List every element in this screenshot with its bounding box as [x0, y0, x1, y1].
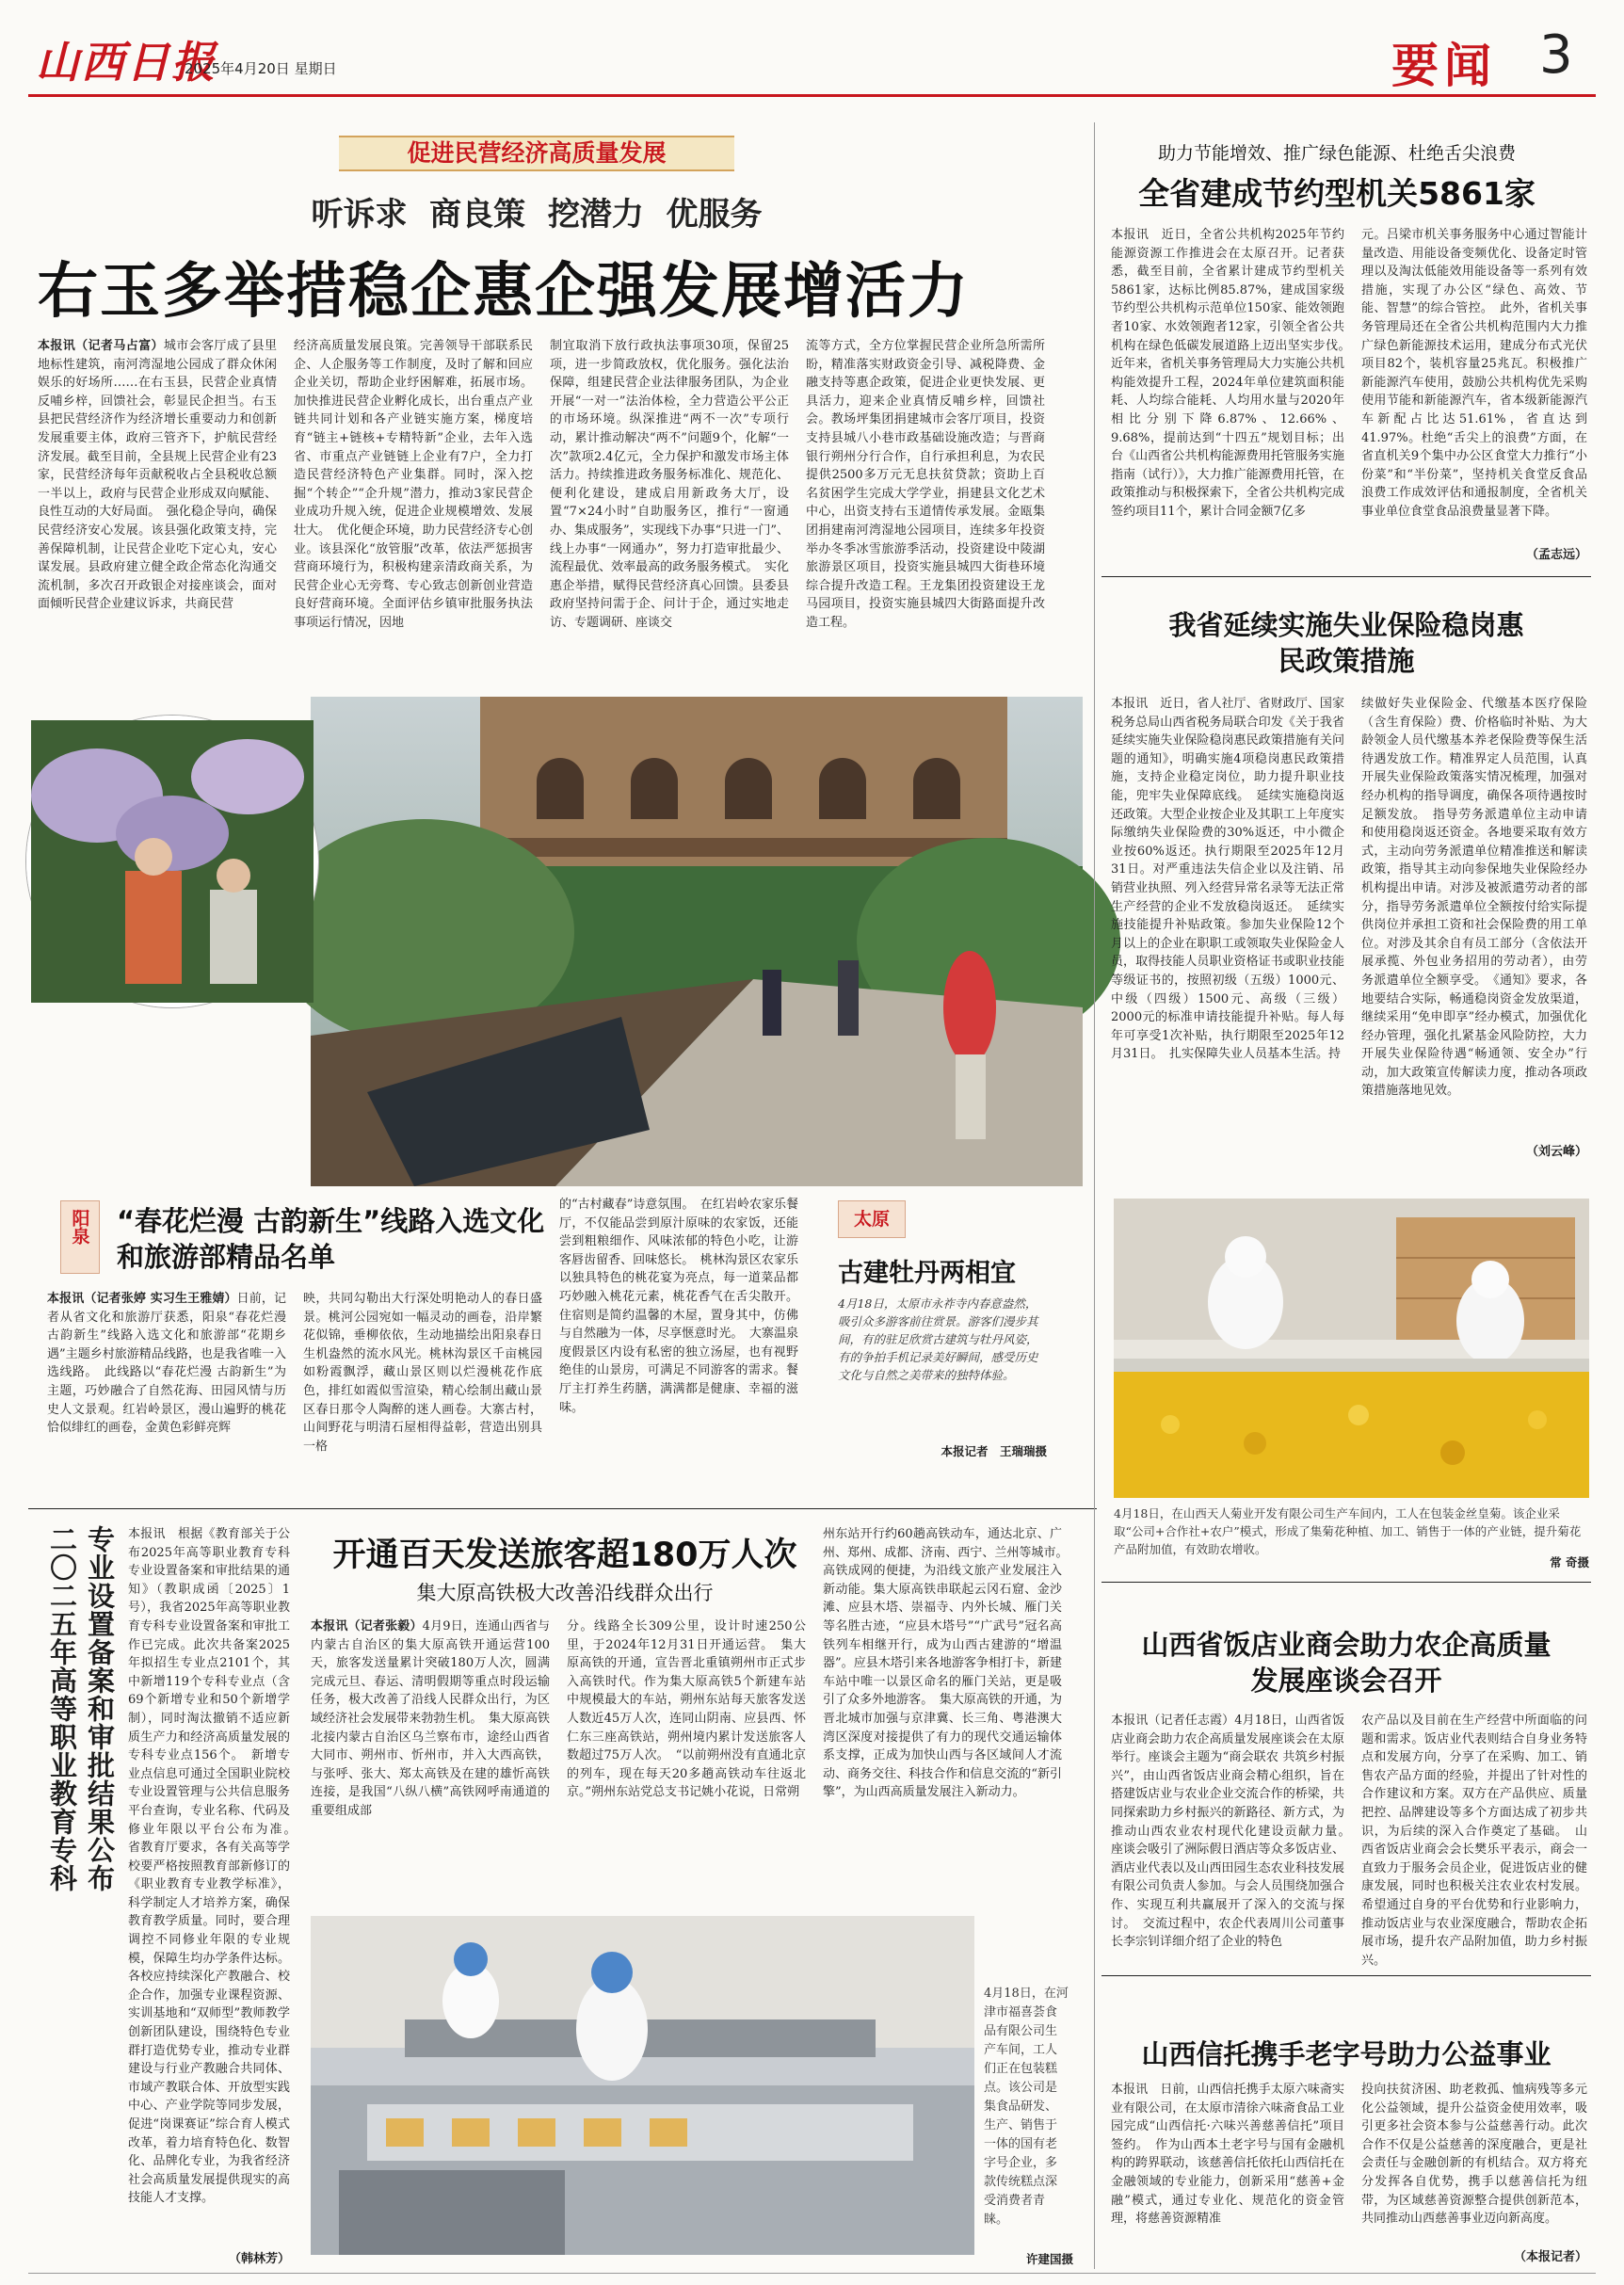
hotel-col-1: 本报讯（记者任志霞）4月18日，山西省饭店业商会助力农企高质量发展座谈会在太原举行。座谈会主题为“商会联农 共筑乡村振兴”，由山西省饭店业商会精心组织，旨在搭建饭店业与农业企业交流合作的桥梁，共同探索助力乡村振兴的新路径、新方式，为推动山西农业农村现代化建设贡献力量。 座谈会吸引了洲际假日酒店等众多饭店业、酒店业代表以及山西田园生态农业科技发展有限公司负责人参加。与会人员围绕加强合作、实现互利共赢展开了深入的交流与探讨。 交流过程中，农企代表周川公司董事长李宗钊详细介绍了企业的特色	[1111, 1714, 1358, 1950]
rail-title: 开通百天发送旅客超180万人次	[332, 1537, 797, 1574]
mid-divider	[28, 1508, 1097, 1509]
chrysanthemum-caption: 4月18日，在山西天人菊业开发有限公司生产车间内，工人在包装金丝皇菊。该企业采取“公司+合作社+农户”模式，形成了集菊花种植、加工、销售于一体的产业链，提升菊花产品附加值，有效助农增收。	[1114, 1506, 1582, 1556]
majors-title	[38, 1525, 122, 1902]
yangquan-col-2: 映，共同勾勒出大行深处明艳动人的春日盛景。桃河公园宛如一幅灵动的画卷，沿岸繁花似锦，垂柳依依，生动地描绘出阳泉春日生机盎然的流水风光。桃林沟景区千亩桃园如粉霞飘浮，藏山景区则以烂漫桃花作底色，排红如霞似雪渲染，精心绘制出藏山景区春日那令人陶醉的迷人画卷。大寨古村，山间野花与明清石屋相得益彰，营造出别具一格	[303, 1292, 542, 1454]
chrysanthemum-author: 常 奇摄	[1550, 1555, 1589, 1569]
yangquan-tag-label: 阳泉	[69, 1209, 90, 1245]
trust-top-rule	[1101, 1975, 1591, 1976]
lead-kicker: 听诉求 商良策 挖潜力 优服务	[311, 196, 763, 233]
masthead	[0, 0, 1624, 94]
masthead-logo: 山西日报	[36, 37, 217, 88]
yangquan-byline: 本报讯（记者张婷 实习生王雅婧）	[47, 1292, 237, 1306]
rail-col-1	[311, 1617, 550, 1898]
majors-author: （韩林芳）	[228, 2252, 290, 2266]
hotel-col-2: 农产品以及目前在生产经营中所面临的问题和需求。饭店业代表则结合自身业务特点和发展方向，分享了在采购、加工、销售农产品方面的经验，并提出了针对性的合作建议和方案。双方在产品供应、质量把控、品牌建设等多个方面达成了初步共识，为后续的深入合作奠定了基础。 山西省饭店业商会会长樊乐平表示，商会一直致力于服务会员企业，促进饭店业的健康发展，同时也积极关注农业农村发展。希望通过自身的平台优势和行业影响力，推动饭店业与农业深度融合，帮助农企拓展市场，提升农产品附加值，助力乡村振兴。	[1361, 1714, 1587, 1968]
lead-col-2: 经济高质量发展良策。完善领导干部联系民企、人企服务等工作制度，及时了解和回应企业关切，帮助企业纾困解难，拓展市场。加快推进民营企业孵化成长，出台重点产业链共同计划和各产业链实施方案，梯度培育“链主+链核+专精特新”企业，去年入选省、市重点产业链链上企业有7户，全力打造民营经济特色产业集群。同时，深入挖掘“个转企”“企升规”潜力，推动3家民营企业成功升规入统，促进企业规模增效、发展壮大。 优化便企环境，助力民营经济专心创业。该县深化“放管服”改革，依法严惩损害营商环境行为，积极构建亲清政商关系，为民营企业心无旁骛、专心致志创新创业营造良好营商环境。全面评估乡镇审批服务执法事项运行情况，因地	[294, 339, 533, 630]
pastry-photo-image	[311, 1916, 974, 2255]
lead-col1-text: 城市会客厅成了县里地标性建筑，南河湾湿地公园成了群众休闲娱乐的好场所……在右玉县，民营企业真情反哺乡梓，回馈社会，彰显民企担当。右玉县把民营经济作为经济增长重要动力和创新发展重要主体，政府三管齐下，护航民营经济发展。截至目前，全县规上民营企业有23家，民营经济每年贡献税收占全县税收总额一半以上，政府与民营企业形成双向赋能、良性互动的大好局面。 强化稳企导向，确保民营经济安心发展。该县强化政策支持，完善保障机制，让民营企业吃下定心丸，安心谋发展。县政府建立健全政企常态化沟通交流机制，多次召开政银企对接座谈会，面对面倾听民营企业建议诉求，共商民营	[38, 339, 277, 612]
energy-author: （孟志远）	[1525, 548, 1587, 562]
taiyuan-title: 古建牡丹两相宜	[838, 1259, 1016, 1288]
lead-col-3: 制宜取消下放行政执法事项30项，保留25项，进一步简政放权，优化服务。强化法治保障，组建民营企业法律服务团队，为企业开展“一对一”法治体检，全力营造公平公正的市场环境。纵深推进“两不一次”专项行动，累计推动解决“两不”问题9个，化解“一次”款项2.4亿元，全力保护和激发市场主体活力。持续推进政务服务标准化、规范化、便利化建设，建成启用新政务大厅，设置“7×24小时”自助服务区，推行“一窗通办、集成服务”，实现线下办事“只进一门”、线上办事“一网通办”，努力打造审批最少、流程最优、效率最高的政务服务模式。 实化惠企举措，赋得民营经济真心回馈。县委县政府坚持问需于企、问计于企，通过实地走访、专题调研、座谈交	[550, 339, 789, 630]
hotel-title: 山西省饭店业商会助力农企高质量发展座谈会召开	[1141, 1629, 1552, 1697]
majors-title-line-2: 二〇二五年高等职业教育专科	[46, 1525, 78, 1892]
temple-photo-image	[311, 697, 1083, 1186]
trust-title: 山西信托携手老字号助力公益事业	[1141, 2038, 1552, 2070]
lead-byline: 本报讯（记者马占富）	[38, 339, 164, 353]
masthead-rule	[28, 94, 1596, 97]
section-name: 要闻	[1391, 39, 1497, 93]
energy-title: 全省建成节约型机关5861家	[1138, 175, 1536, 212]
yangquan-col-1	[47, 1290, 286, 1489]
taiyuan-text: 4月18日，太原市永祚寺内春意盎然，吸引众多游客前往赏景。游客们漫步其间，有的驻足欣赏古建筑与牡丹风姿，有的争拍手机记录美好瞬间，感受历史文化与自然之美带来的独特体验。	[838, 1296, 1038, 1382]
taiyuan-tag	[838, 1200, 906, 1238]
rail-subtitle: 集大原高铁极大改善沿线群众出行	[416, 1582, 714, 1604]
unemployment-title: 我省延续实施失业保险稳岗惠民政策措施	[1168, 609, 1524, 677]
banner	[339, 136, 734, 171]
masthead-date: 2025年4月20日 星期日	[185, 60, 337, 77]
trust-col-2: 投向扶贫济困、助老救孤、恤病残等多元化公益领域，提升公益资金使用效率，吸引更多社会资本参与公益慈善行动。此次合作不仅是公益慈善的深度融合，更是社会责任与金融创新的有机结合。双方将充分发挥各自优势，携手以慈善信托为纽带，为区域慈善资源整合提供创新范本，共同推动山西慈善事业迈向新高度。	[1361, 2083, 1587, 2227]
chrysanthemum-photo	[1114, 1199, 1589, 1498]
rail-col-2: 分。线路全长309公里，设计时速250公里，于2024年12月31日开通运营。 集大原高铁的开通，宣告晋北重镇朔州市正式步入高铁时代。作为集大原高铁5个新建车站中规模最大的车站，朔州东站每天旅客发送人数近45万人次，连同山阴南、应县西、怀仁东三座高铁站，朔州境内累计发送旅客人数超过75万人次。 “以前朔州没有直通北京的列车，现在每天20多趟高铁动车往返北京。”朔州东站党总支书记姚小花说，日常朔	[567, 1619, 806, 1800]
temple-photo	[311, 697, 1083, 1186]
unemployment-col-1: 本报讯 近日，省人社厅、省财政厅、国家税务总局山西省税务局联合印发《关于我省延续实施失业保险稳岗惠民政策措施有关问题的通知》，明确实施4项稳岗惠民政策措施，支持企业稳定岗位，助力提升职业技能，兜牢失业保障底线。 延续实施稳岗返还政策。大型企业按企业及其职工上年度实际缴纳失业保险费的30%返还，中小微企业按60%返还。执行期限至2025年12月31日。对严重违法失信企业以及注销、吊销营业执照、列入经营异常名录等无法正常生产经营的企业不发放稳岗返还。 延续实施技能提升补贴政策。参加失业保险12个月以上的企业在职职工或领取失业保险金人员，取得技能人员职业资格证书或职业技能等级证书的，按照初级（五级）1000元、中级（四级）1500元、高级（三级）2000元的标准申请技能提升补贴。每人每年可享受1次补贴，执行期限至2025年12月31日。 扎实保障失业人员基本生活。持	[1111, 697, 1344, 1062]
hotel-top-rule	[1101, 1582, 1591, 1583]
lead-col-4: 流等方式，全方位掌握民营企业所急所需所盼，精准落实财政资金引导、减税降费、金融支持等惠企政策，促进企业更快发展、更具活力，迎来企业真情反哺乡梓，回馈社会。教场坪集团捐建城市会客厅项目，投资支持县城八小巷市政基础设施改造；与晋商银行朔州分行合作，自行承担利息，为农民提供2500多万元无息扶贫贷款；资助上百名贫困学生完成大学学业，捐建县文化艺术中心，出资支持右玉道情传承发展。金瓯集团捐建南河湾湿地公园项目，连续多年投资举办冬季冰雪旅游季活动，投资建设中陵湖旅游景区项目，投资实施县城四大街巷环境综合提升改造工程。王龙集团投资建设王龙马园项目，投资实施县城四大街路面提升改造工程。	[806, 339, 1045, 630]
energy-divider	[1101, 576, 1591, 577]
pastry-photo	[311, 1916, 974, 2255]
magnolia-photo	[26, 716, 318, 1007]
rail-byline: 本报讯（记者张毅）	[311, 1619, 423, 1633]
trust-col-1: 本报讯 日前，山西信托携手太原六味斋实业有限公司，在太原市清徐六味斋食品工业园完成“山西信托·六味兴善慈善信托”项目签约。 作为山西本土老字号与国有金融机构的跨界联动，该慈善信托依托山西信托在金融领域的专业能力，创新采用“慈善+金融”模式，通过专业化、规范化的资金管理，将慈善资源精准	[1111, 2083, 1344, 2227]
page-number: 3	[1539, 24, 1573, 86]
unemployment-author: （刘云峰）	[1525, 1145, 1587, 1159]
rail-col1-text: 4月9日，连通山西省与内蒙古自治区的集大原高铁开通运营100天，旅客发送量累计突破180万人次，圆满完成元旦、春运、清明假期等重点时段运输任务，极大改善了沿线人民群众出行，为区域经济社会发展带来勃勃生机。 集大原高铁北接内蒙古自治区乌兰察布市，途经山西省大同市、朔州市、忻州市，并入大西高铁，与张呼、张大、郑太高铁及在建的雄忻高铁连接，是我国“八纵八横”高铁网呼南通道的重要组成部	[311, 1619, 550, 1818]
right-column-rule	[1094, 122, 1095, 2269]
pastry-caption: 4月18日，在河津市福喜荟食品有限公司生产车间，工人们正在包装糕点。该公司是集食品研发、生产、销售于一体的国有老字号企业，多款传统糕点深受消费者青睐。	[984, 1987, 1069, 2227]
bottom-rule	[28, 2273, 1596, 2274]
taiyuan-tag-label: 太原	[853, 1209, 890, 1230]
majors-title-line-1: 专业设置备案和审批结果公布	[84, 1525, 116, 1892]
taiyuan-author: 本报记者 王瑞瑞摄	[941, 1444, 1047, 1458]
energy-col-1: 本报讯 近日，全省公共机构2025年节约能源资源工作推进会在太原召开。记者获悉，截至目前，全省累计建成节约型机关5861家，达标比例85.87%，建成国家级节约型公共机构示范单位150家、能效领跑者10家、水效领跑者12家，引领全省公共机构在绿色低碳发展道路上迈出坚实步伐。 近年来，省机关事务管理局大力实施公共机构能效提升工程，2024年单位建筑面积能耗、人均综合能耗、人均用水量与2020年相比分别下降6.87%、12.66%、9.68%，提前达到“十四五”规划目标；出台《山西省公共机构能源费用托管服务实施指南（试行）》，大力推广能源费用托管，在政策推动与积极探索下，全省公共机构完成签约项目11个，累计合同金额7亿多	[1111, 228, 1358, 519]
unemployment-col-2: 续做好失业保险金、代缴基本医疗保险（含生育保险）费、价格临时补贴、为大龄领金人员代缴基本养老保险费等保生活待遇发放工作。精准界定人员范围，认真开展失业保险政策落实情况梳理，加强对经办机构的指导调度，确保各项待遇按时足额发放。 指导劳务派遣单位主动申请和使用稳岗返还资金。各地要采取有效方式，主动向劳务派遣单位精准推送和解读政策，指导其主动向参保地失业保险经办机构提出申请。对涉及被派遣劳动者的部分，指导劳务派遣单位全额按付给实际提供岗位并承担工资和社会保险费的用工单位。对涉及其余自有员工部分（含依法开展承揽、外包业务招用的劳动者），由劳务派遣单位全额享受。 《通知》要求，各地要结合实际，畅通稳岗资金发放渠道，继续采用“免申即享”经办模式，加强优化经办管理，强化扎紧基金风险防控，大力开展失业保险待遇“畅通领、安全办”行动，加大政策宣传解读力度，推动各项政策措施落地见效。	[1361, 697, 1587, 1099]
yangquan-col1-text: 日前，记者从省文化和旅游厅获悉，阳泉“春花烂漫 古韵新生”线路入选文化和旅游部“花期乡遇”主题乡村旅游精品线路，也是我省唯一入选线路。 此线路以“春花烂漫 古韵新生”为主题，巧妙融合了自然花海、田园风情与历史人文景观。红岩岭景区，漫山遍野的桃花恰似绯红的画卷，金黄色彩鲜亮辉	[47, 1292, 286, 1436]
chrysanthemum-photo-image	[1114, 1199, 1589, 1498]
rail-col-3: 州东站开行约60趟高铁动车，通达北京、广州、郑州、成都、济南、西宁、兰州等城市。 高铁成网的便捷，为沿线文旅产业发展注入新动能。集大原高铁串联起云冈石窟、金沙滩、应县木塔、崇福寺、内外长城、雁门关等名胜古迹，“应县木塔号”“广武号”冠名高铁列车相继开行，成为山西古建游的“增温器”。应县木塔引来各地游客争相打卡，新建车站中唯一以景区命名的雁门关站，更是吸引了众多外地游客。 集大原高铁的开通，为晋北城市加强与京津冀、长三角、粤港澳大湾区深度对接提供了有力的现代交通运输体系支撑，正成为加快山西与各区域间人才流动、商务交往、科技合作和信息交流的“新引擎”，为山西高质量发展注入新动力。	[823, 1527, 1075, 1800]
banner-label: 促进民营经济高质量发展	[407, 139, 667, 167]
yangquan-col-3: 的“古村藏春”诗意氛围。 在红岩岭农家乐餐厅，不仅能品尝到原汁原味的农家饭，还能尝到粗粮细作、风味浓郁的特色小吃，让游客唇齿留香、回味悠长。 桃林沟景区农家乐以独具特色的桃花宴为亮点，每一道菜品都巧妙融入桃花元素，桃花香气在舌尖散开。住宿则是简约温馨的木屋，置身其中，仿佛与自然融为一体，尽享惬意时光。 大寨温泉度假景区内设有私密的独立汤屋，也有视野绝佳的山景房，可满足不同游客的需求。餐厅主打养生药膳，满满都是健康、幸福的滋味。	[559, 1198, 798, 1415]
majors-body: 本报讯 根据《教育部关于公布2025年高等职业教育专科专业设置备案和审批结果的通知》（教职成函〔2025〕1号），我省2025年高等职业教育专科专业设置备案和审批工作已完成。此次共备案2025年拟招生专业点2101个，其中新增119个专科专业点（含69个新增专业和50个新增学制），同时淘汰撤销不适应新质生产力和经济高质量发展的专科专业点156个。 新增专业点信息可通过全国职业院校专业设置管理与公共信息服务平台查询，专业名称、代码及修业年限以平台公布为准。 省教育厅要求，各有关高等学校要严格按照教育部新修订的《职业教育专业教学标准》，科学制定人才培养方案，确保教育教学质量。同时，要合理调控不同修业年限的专业规模，保障生均办学条件达标。各校应持续深化产教融合、校企合作，加强专业课程资源、实训基地和“双师型”教师教学创新团队建设，围绕特色专业群打造优势专业，推动专业群建设与行业产教融合共同体、市域产教联合体、开放型实践中心、产业学院等同步发展，促进“岗课赛证”综合育人模式改革，着力培育特色化、数智化、品牌化专业，为我省经济社会高质量发展提供现实的高技能人才支撑。	[128, 1527, 303, 2206]
lead-col-1	[38, 337, 277, 650]
energy-col-2: 元。吕梁市机关事务服务中心通过智能计量改造、用能设备变频优化、设备定时管理以及淘汰低能效用能设备等一系列有效措施，实现了办公区“绿色、高效、节能、智慧”的综合管控。 此外，省机关事务管理局还在全省公共机构范围内大力推广绿色新能源技术运用，建成分布式光伏项目82个，装机容量25兆瓦。积极推广新能源汽车使用，鼓励公共机构优先采购使用节能和新能源汽车，省本级新能源汽车新配占比达51.61%，省直达到41.97%。杜绝“舌尖上的浪费”方面，在省直机关9个集中办公区食堂大力推行“小份菜”和“半份菜”，坚持机关食堂反食品浪费工作成效评估和通报制度，全省机关事业单位食堂食品浪费量显著下降。	[1361, 228, 1587, 519]
lead-title: 右玉多举措稳企惠企强发展增活力	[38, 257, 970, 327]
energy-subtitle: 助力节能增效、推广绿色能源、杜绝舌尖浪费	[1157, 143, 1516, 164]
magnolia-photo-image	[31, 720, 314, 1003]
trust-author: （本报记者）	[1513, 2250, 1587, 2264]
yangquan-tag	[60, 1200, 100, 1274]
pastry-author: 许建国摄	[1025, 2252, 1073, 2266]
yangquan-title: “春花烂漫 古韵新生”线路入选文化和旅游部精品名单	[117, 1205, 545, 1273]
